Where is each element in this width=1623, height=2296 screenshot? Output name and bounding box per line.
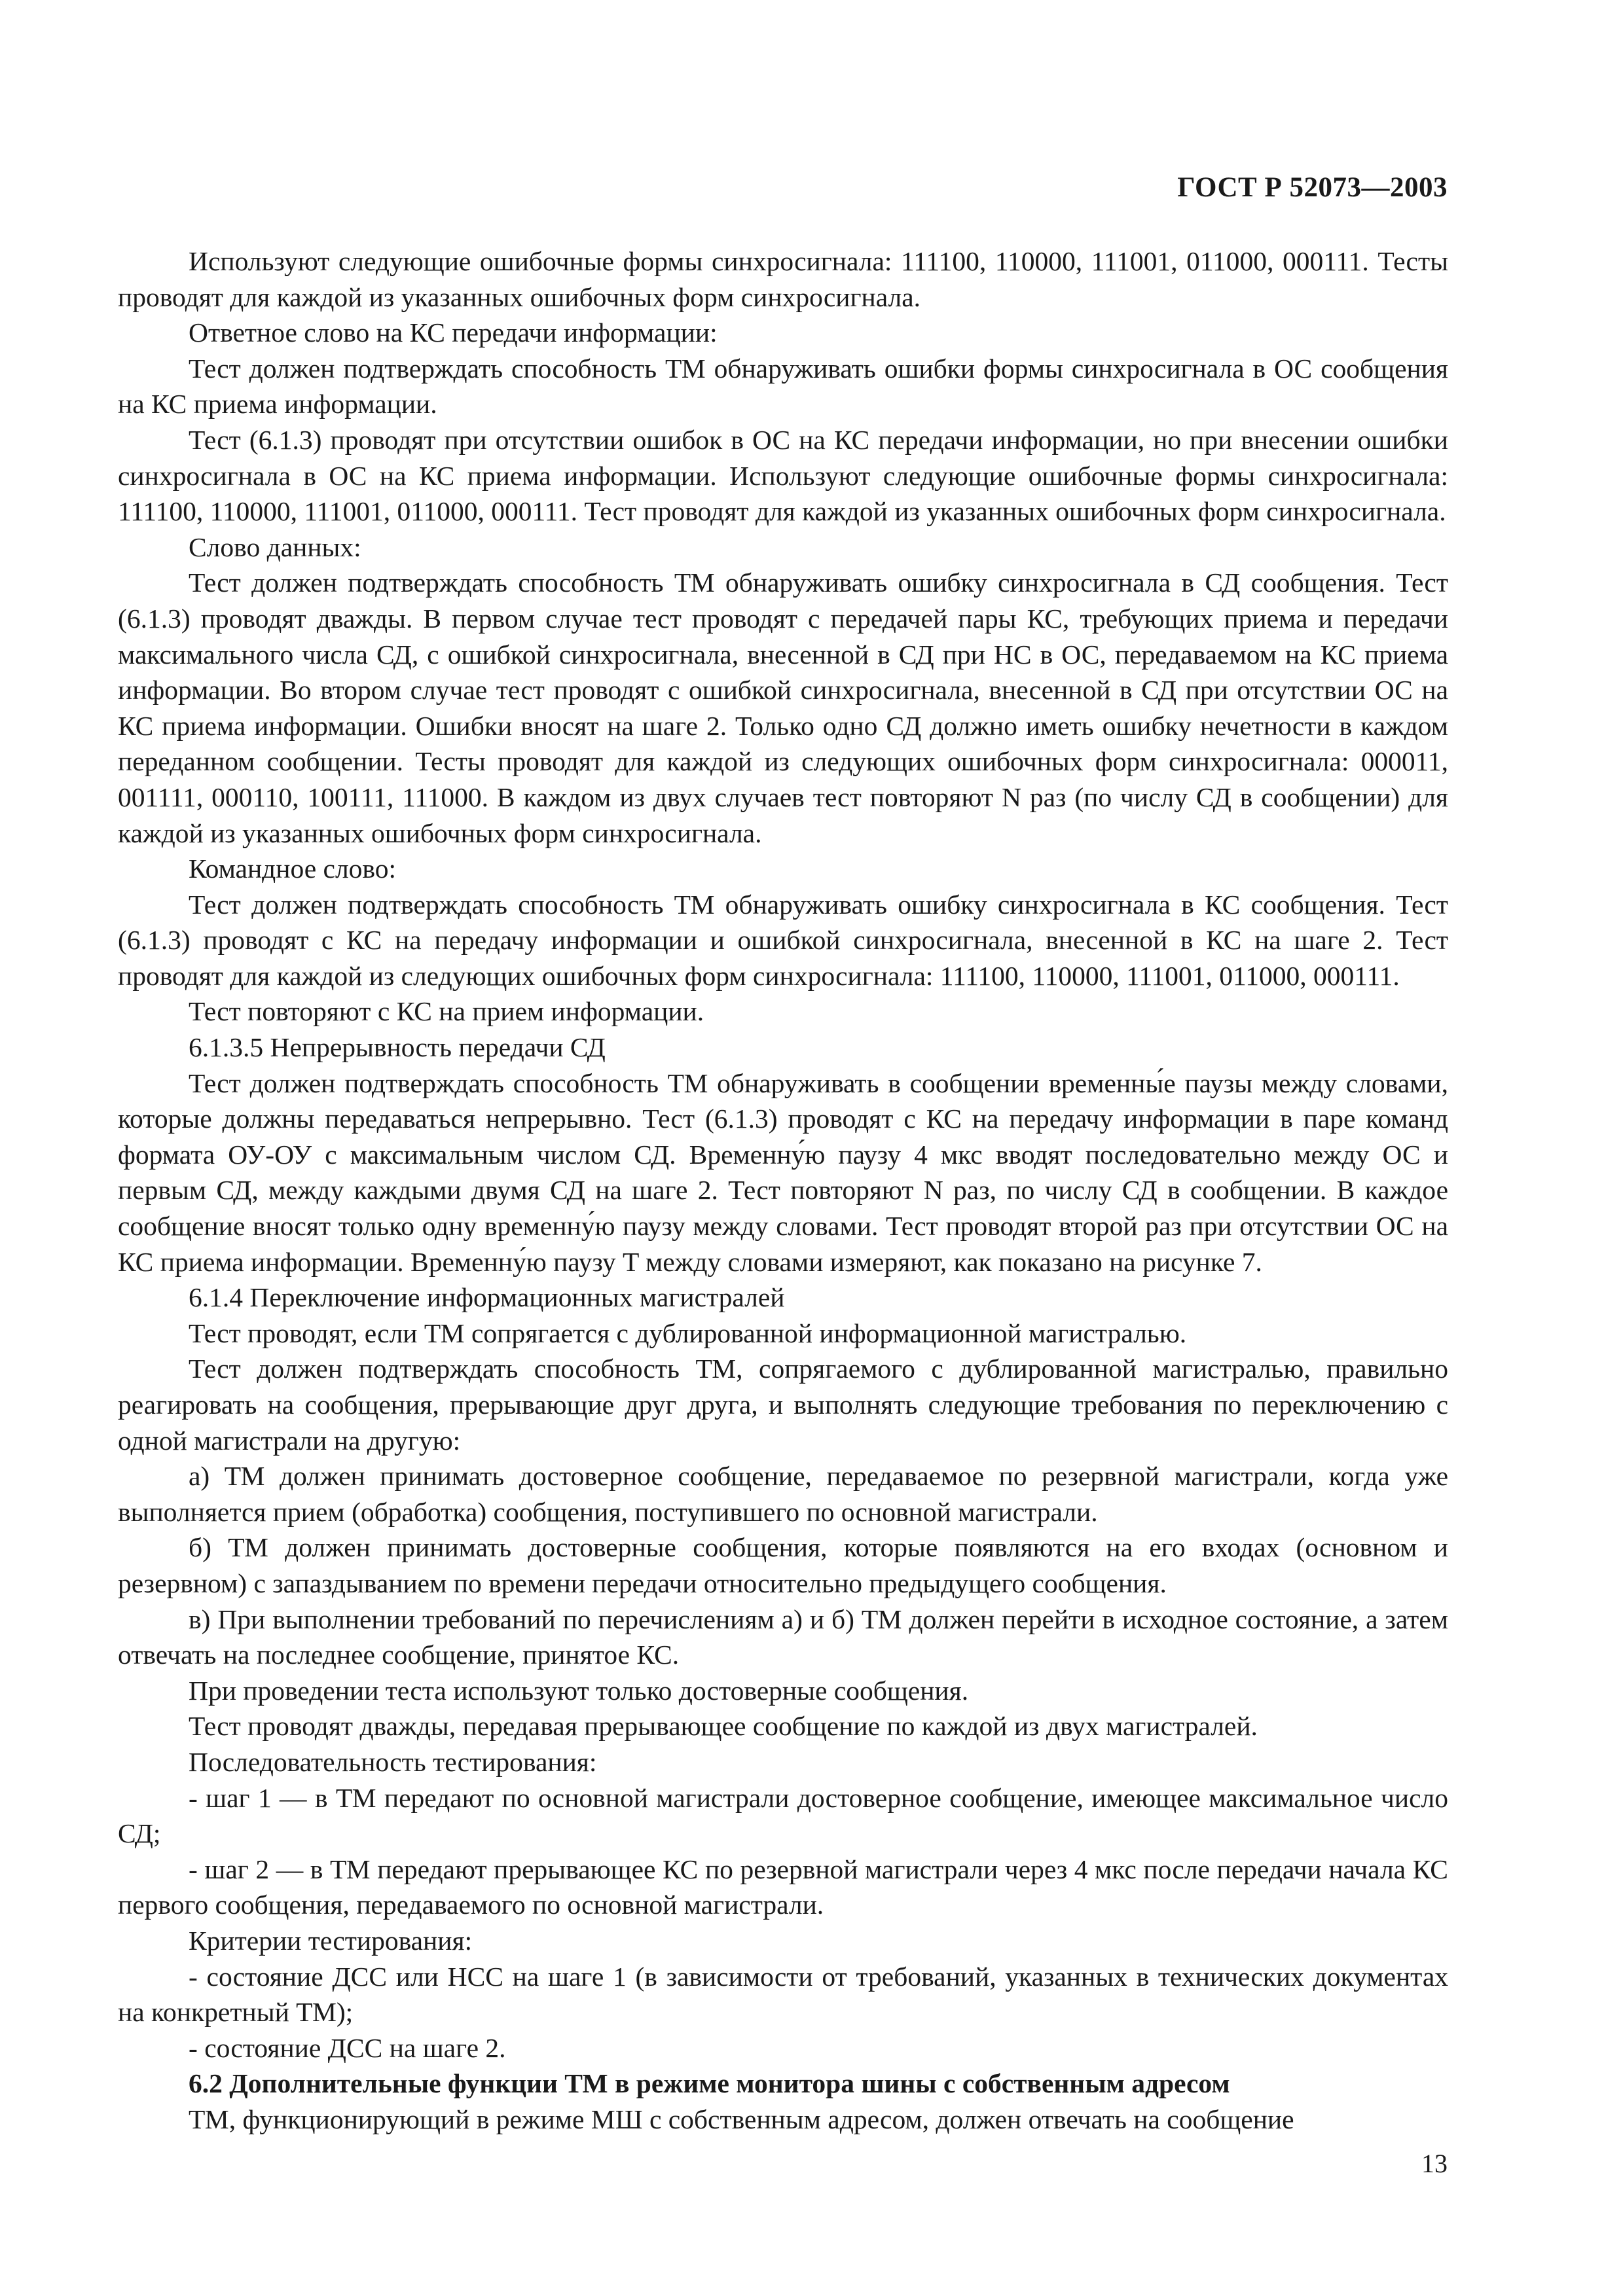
page-number: 13 [1421,2149,1448,2178]
paragraph: Тест должен подтверждать способность ТМ обнаруживать ошибку синхросигнала в КС сообщения. Тест (6.1.3) проводят с КС на передачу информации и ошибкой синхросигнала, внесенной в КС на шаге 2. Тест проводят для каждой из следующих ошибочных форм синхросигнала: 111100, 110000, 111001, 011000, 000111. [118,889,1448,991]
paragraph: ТМ, функционирующий в режиме МШ с собственным адресом, должен отвечать на сообщение [189,2104,1294,2134]
paragraph: Тест должен подтверждать способность ТМ обнаруживать в сообщении временны́е паузы между словами, которые должны передаваться непрерывно. Тест (6.1.3) проводят с КС на передачу информации в паре команд формата ОУ-ОУ с максимальным числом СД. Временну́ю паузу 4 мкс вводят последовательно между ОС и первым СД, между каждыми двумя СД на шаге 2. Тест повторяют N раз, по числу СД в сообщении. В каждое сообщение вносят только одну временну́ю паузу между словами. Тест проводят второй раз при отсутствии ОС на КС приема информации. Временну́ю паузу T между словами измеряют, как показано на рисунке 7. [118,1067,1448,1277]
paragraph: Тест должен подтверждать способность ТМ обнаруживать ошибку синхросигнала в СД сообщения. Тест (6.1.3) проводят дважды. В первом случае тест проводят с передачей пары КС, требующих приема и передачи максимального числа СД, с ошибкой синхросигнала, внесенной в СД при НС в ОС, передаваемом на КС приема информации. Во втором случае тест проводят с ошибкой синхросигнала, внесенной в СД при отсутствии ОС на КС приема информации. Ошибки вносят на шаге 2. Только одно СД должно иметь ошибку нечетности в каждом переданном сообщении. Тесты проводят для каждой из следующих ошибочных форм синхросигнала: 000011, 001111, 000110, 100111, 111000. В каждом из двух случаев тест повторяют N раз (по числу СД в сообщении) для каждой из указанных ошибочных форм синхросигнала. [118,567,1448,848]
list-item: - состояние ДСС или НСС на шаге 1 (в зависимости от требований, указанных в технических документах на конкретный ТМ); [118,1961,1448,2028]
list-item: - шаг 2 — в ТМ передают прерывающее КС по резервной магистрали через 4 мкс после передачи начала КС первого сообщения, передаваемого по основной магистрали. [118,1854,1448,1920]
paragraph: Ответное слово на КС передачи информации: [189,317,718,348]
paragraph: Используют следующие ошибочные формы синхросигнала: 111100, 110000, 111001, 011000, 000111. Тесты проводят для каждой из указанных ошибочных форм синхросигнала. [118,246,1448,312]
paragraph: Тест проводят, если ТМ сопрягается с дублированной информационной магистралью. [189,1318,1187,1348]
list-item: а) ТМ должен принимать достоверное сообщение, передаваемое по резервной магистрали, когда уже выполняется прием (обработка) сообщения, поступившего по основной магистрали. [118,1461,1448,1527]
section-heading: 6.1.3.5 Непрерывность передачи СД [189,1032,606,1063]
section-heading-bold: 6.2 Дополнительные функции ТМ в режиме монитора шины с собственным адресом [189,2068,1230,2099]
paragraph: Слово данных: [189,531,361,562]
paragraph: Критерии тестирования: [189,1925,473,1956]
list-item: б) ТМ должен принимать достоверные сообщения, которые появляются на его входах (основном и резервном) с запаздыванием по времени передачи относительно предыдущего сообщения. [118,1532,1448,1598]
paragraph: Командное слово: [189,853,397,884]
paragraph: Тест повторяют с КС на прием информации. [189,996,704,1027]
paragraph: Тест проводят дважды, передавая прерывающее сообщение по каждой из двух магистралей. [189,1711,1258,1742]
document-header: ГОСТ Р 52073—2003 [1177,172,1448,203]
paragraph: Тест должен подтверждать способность ТМ, сопрягаемого с дублированной магистралью, правильно реагировать на сообщения, прерывающие друг друга, и выполнять следующие требования по переключению с одной магистрали на другую: [118,1354,1448,1456]
list-item: - шаг 1 — в ТМ передают по основной магистрали достоверное сообщение, имеющее максимальное число СД; [118,1782,1448,1849]
paragraph: Тест (6.1.3) проводят при отсутствии ошибок в ОС на КС передачи информации, но при внесении ошибки синхросигнала в ОС на КС приема информации. Используют следующие ошибочные формы синхросигнала: 111100, 110000, 111001, 011000, 000111. Тест проводят для каждой из указанных ошибочных форм синхросигнала. [118,424,1448,527]
section-heading: 6.1.4 Переключение информационных магистралей [189,1282,785,1313]
paragraph: Тест должен подтверждать способность ТМ обнаруживать ошибки формы синхросигнала в ОС сообщения на КС приема информации. [118,353,1448,420]
list-item: в) При выполнении требований по перечислениям а) и б) ТМ должен перейти в исходное состояние, а затем отвечать на последнее сообщение, принятое КС. [118,1604,1448,1670]
paragraph: При проведении теста используют только достоверные сообщения. [189,1675,969,1706]
paragraph: Последовательность тестирования: [189,1746,597,1777]
body-text [118,243,1448,2137]
list-item: - состояние ДСС на шаге 2. [189,2032,506,2063]
